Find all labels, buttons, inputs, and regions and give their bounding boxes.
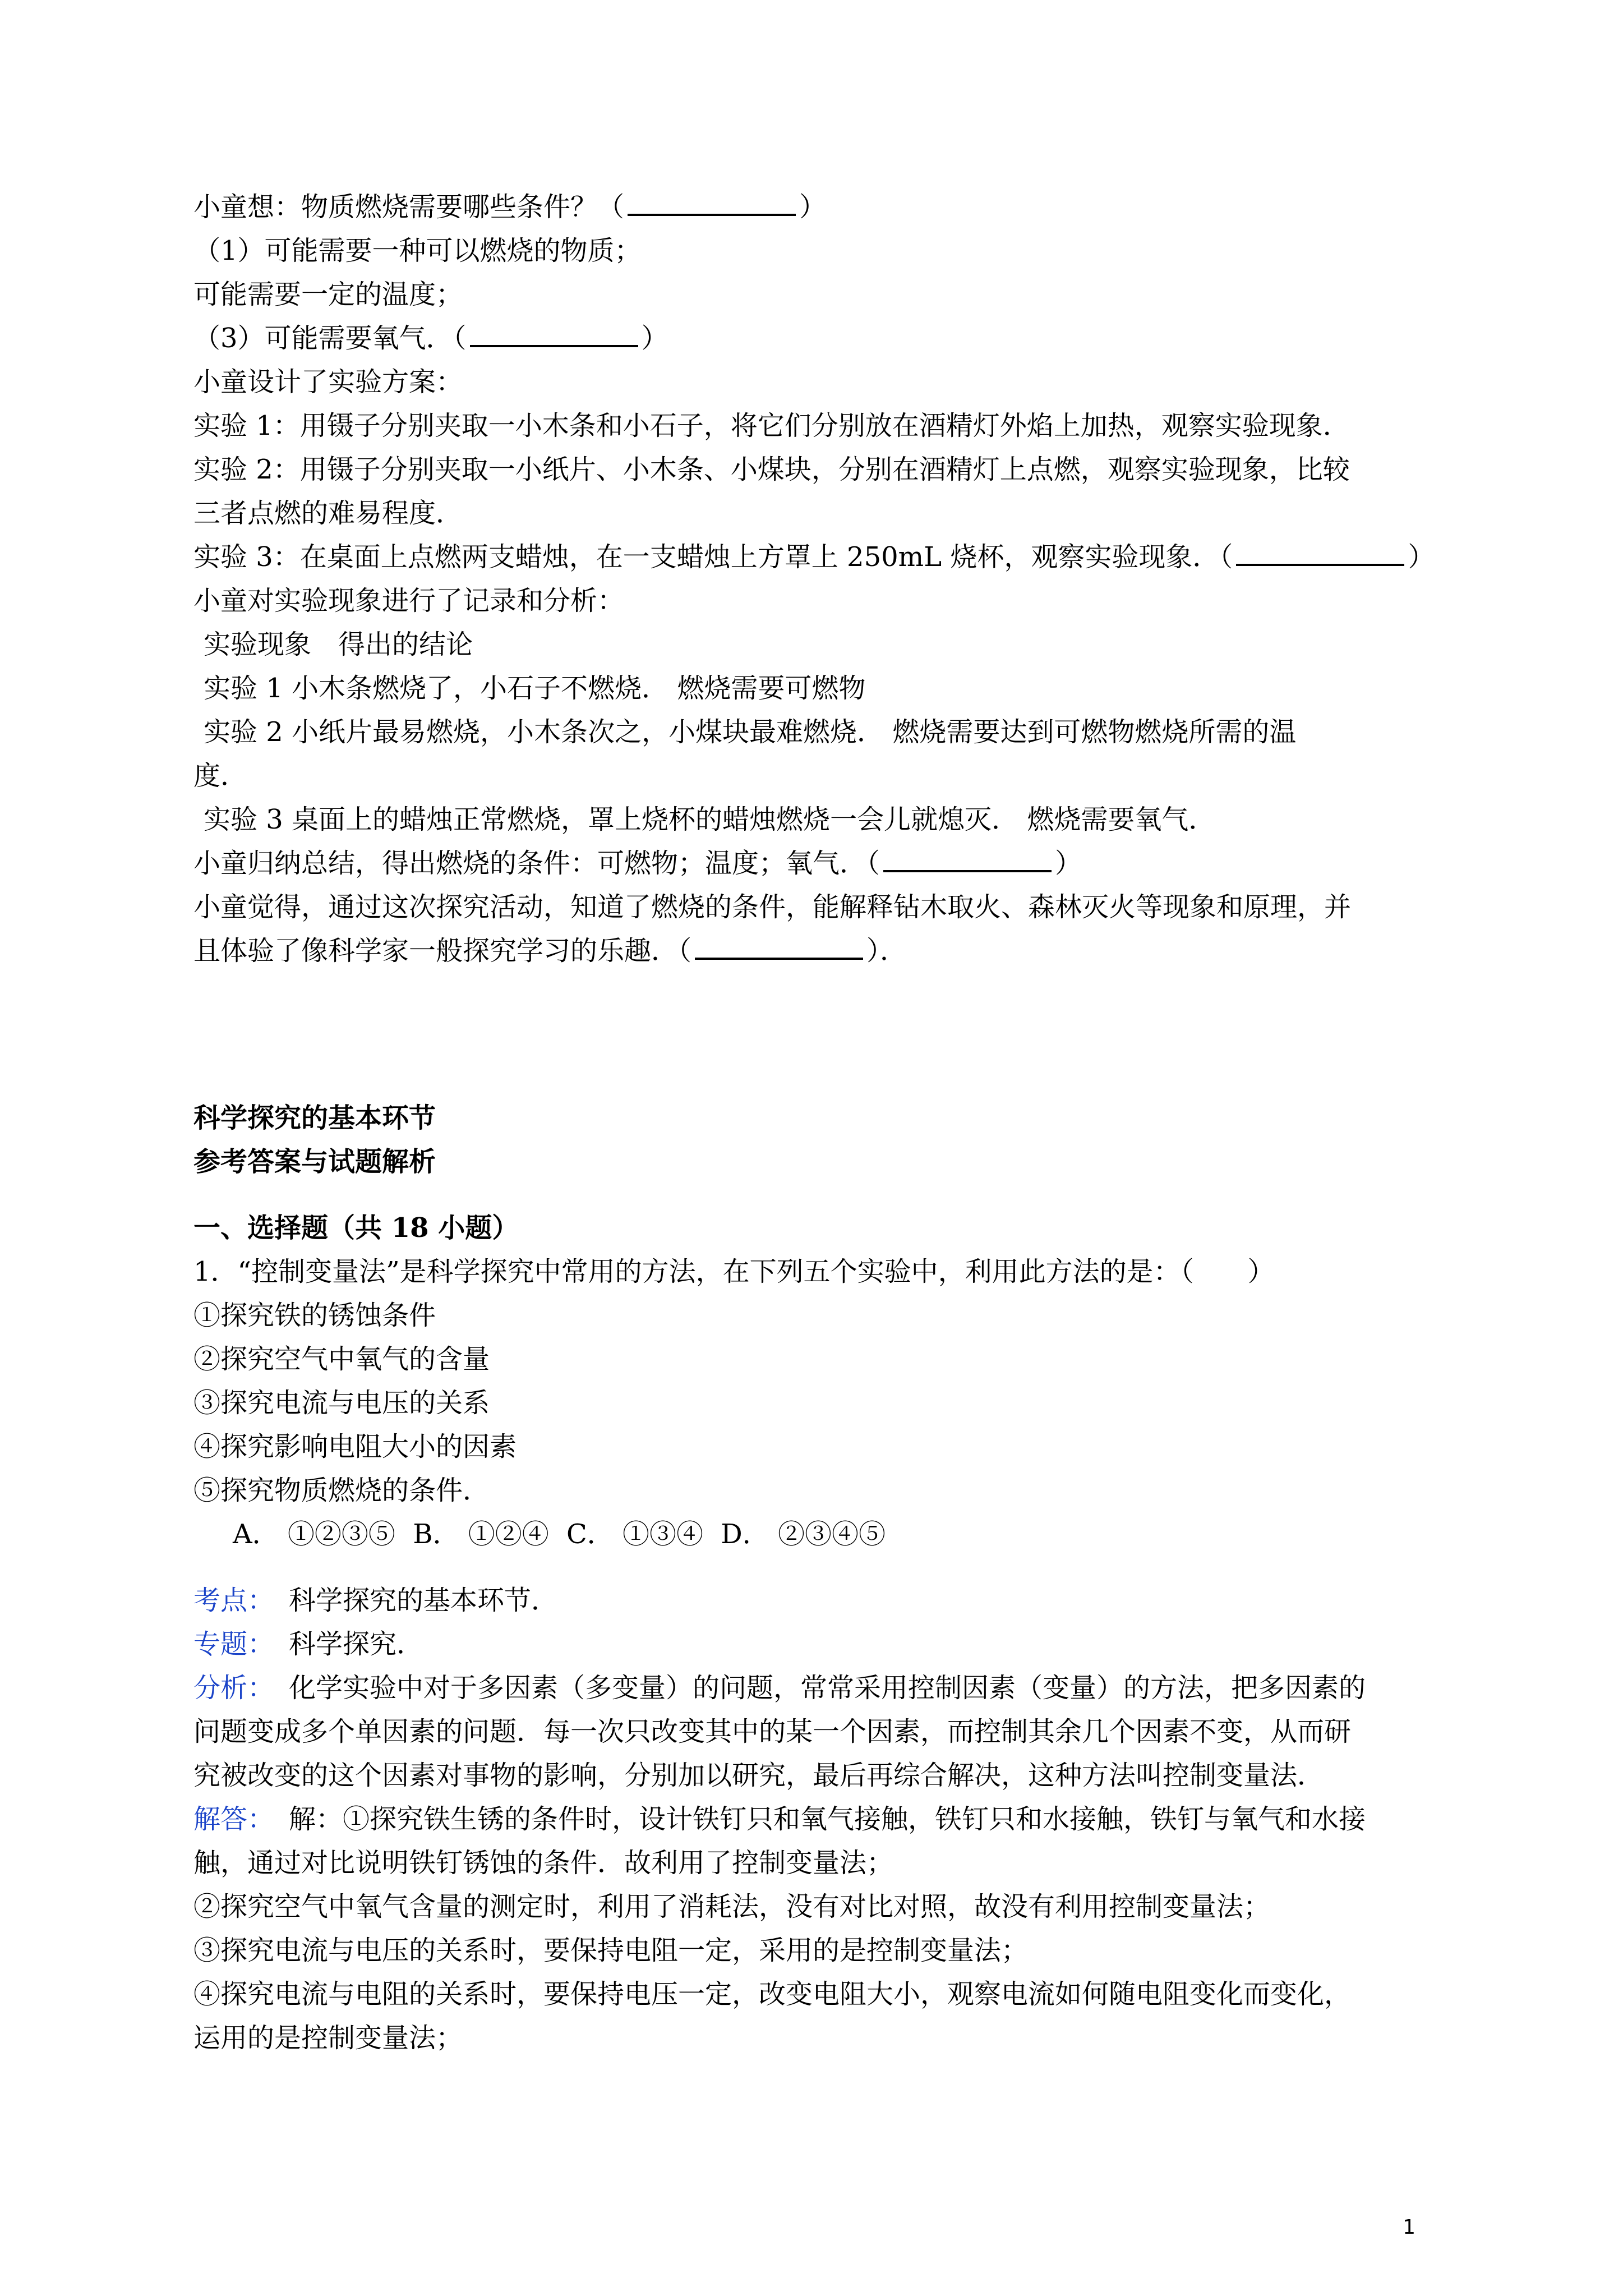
list-item: ③探究电流与电压的关系 [193, 1387, 490, 1419]
experiment-3: 实验 3：在桌面上点燃两支蜡烛，在一支蜡烛上方罩上 250mL 烧杯，观察实验现象．（ ） [193, 535, 1444, 579]
fenxi-cont-1: 问题变成多个单因素的问题．每一次只改变其中的某一个因素，而控制其余几个因素不变，从而研 [193, 1716, 1352, 1747]
zhuanti: 专题： 科学探究． [193, 1628, 424, 1660]
choice-b[interactable]: B． ①②④ [413, 1519, 549, 1550]
design-heading: 小童设计了实验方案： [193, 366, 463, 398]
choice-d[interactable]: D． ②③④⑤ [721, 1519, 886, 1550]
list-item: ④探究影响电阻大小的因素 [193, 1431, 517, 1462]
hypothesis-2: 可能需要一定的温度； [193, 279, 463, 310]
answers-title: 科学探究的基本环节 [193, 1102, 436, 1134]
answer-blank[interactable] [470, 320, 638, 347]
table-row-1: 实验 1 小木条燃烧了，小石子不燃烧． 燃烧需要可燃物 [204, 673, 866, 704]
page-number: 1 [1403, 2216, 1415, 2239]
question-intro: 小童想：物质燃烧需要哪些条件？（ ） [193, 185, 1444, 229]
answer-blank[interactable] [883, 845, 1052, 872]
table-row-2-cont: 度． [193, 760, 248, 792]
jieda-cont-4: ④探究电流与电阻的关系时，要保持电压一定，改变电阻大小，观察电流如何随电阻变化而变化， [193, 1978, 1352, 2010]
jieda-label: 解答： [193, 1803, 275, 1835]
hypothesis-1: （1）可能需要一种可以燃烧的物质； [193, 235, 642, 266]
choice-a[interactable]: A． ①②③⑤ [233, 1519, 395, 1550]
list-item: ②探究空气中氧气的含量 [193, 1343, 490, 1375]
summary: 小童归纳总结，得出燃烧的条件：可燃物；温度；氧气．（ ） [193, 841, 1444, 885]
document-page [193, 185, 1444, 2060]
reflection-cont: 且体验了像科学家一般探究学习的乐趣．（ ）． [193, 929, 1444, 973]
answer-blank[interactable] [628, 189, 796, 216]
answer-blank[interactable] [695, 933, 863, 960]
zhuanti-label: 专题： [193, 1628, 275, 1660]
jieda-cont-1: 触，通过对比说明铁钉锈蚀的条件．故利用了控制变量法； [193, 1847, 894, 1879]
list-item: ⑤探究物质燃烧的条件． [193, 1475, 490, 1506]
table-row-3: 实验 3 桌面上的蜡烛正常燃烧，罩上烧杯的蜡烛燃烧一会儿就熄灭． 燃烧需要氧气． [204, 804, 1216, 835]
section-heading: 一、选择题（共 18 小题） [193, 1212, 519, 1244]
reflection: 小童觉得，通过这次探究活动，知道了燃烧的条件，能解释钻木取火、森林灭火等现象和原理，并 [193, 891, 1352, 923]
kaodian-label: 考点： [193, 1585, 275, 1616]
jieda: 解答： 解：①探究铁生锈的条件时，设计铁钉只和氧气接触，铁钉只和水接触，铁钉与氧气和水接 [193, 1803, 1366, 1835]
answers-subtitle: 参考答案与试题解析 [193, 1146, 436, 1177]
choice-c[interactable]: C． ①③④ [566, 1519, 704, 1550]
question-1: 1．“控制变量法”是科学探究中常用的方法，在下列五个实验中，利用此方法的是：（ ） [193, 1256, 1275, 1287]
fenxi-cont-2: 究被改变的这个因素对事物的影响，分别加以研究，最后再综合解决，这种方法叫控制变量法． [193, 1760, 1325, 1791]
jieda-cont-5: 运用的是控制变量法； [193, 2022, 463, 2054]
hypothesis-3: （3）可能需要氧气．（ ） [193, 316, 1444, 360]
table-header: 实验现象 得出的结论 [204, 629, 473, 660]
list-item: ①探究铁的锈蚀条件 [193, 1300, 436, 1331]
experiment-2-cont: 三者点燃的难易程度． [193, 498, 463, 529]
fenxi: 分析： 化学实验中对于多因素（多变量）的问题，常常采用控制因素（变量）的方法，把多因素的 [193, 1672, 1366, 1704]
answer-blank[interactable] [1236, 539, 1404, 566]
experiment-1: 实验 1：用镊子分别夹取一小木条和小石子，将它们分别放在酒精灯外焰上加热，观察实验现象． [193, 410, 1350, 441]
kaodian: 考点： 科学探究的基本环节． [193, 1585, 559, 1616]
record-heading: 小童对实验现象进行了记录和分析： [193, 585, 625, 616]
jieda-cont-3: ③探究电流与电压的关系时，要保持电阻一定，采用的是控制变量法； [193, 1935, 1029, 1966]
experiment-2: 实验 2：用镊子分别夹取一小纸片、小木条、小煤块，分别在酒精灯上点燃，观察实验现象，比较 [193, 454, 1350, 485]
table-row-2: 实验 2 小纸片最易燃烧，小木条次之，小煤块最难燃烧． 燃烧需要达到可燃物燃烧所需的温 [204, 716, 1297, 748]
jieda-cont-2: ②探究空气中氧气含量的测定时，利用了消耗法，没有对比对照，故没有利用控制变量法； [193, 1891, 1271, 1922]
fenxi-label: 分析： [193, 1672, 275, 1704]
choices [193, 1512, 1444, 1556]
